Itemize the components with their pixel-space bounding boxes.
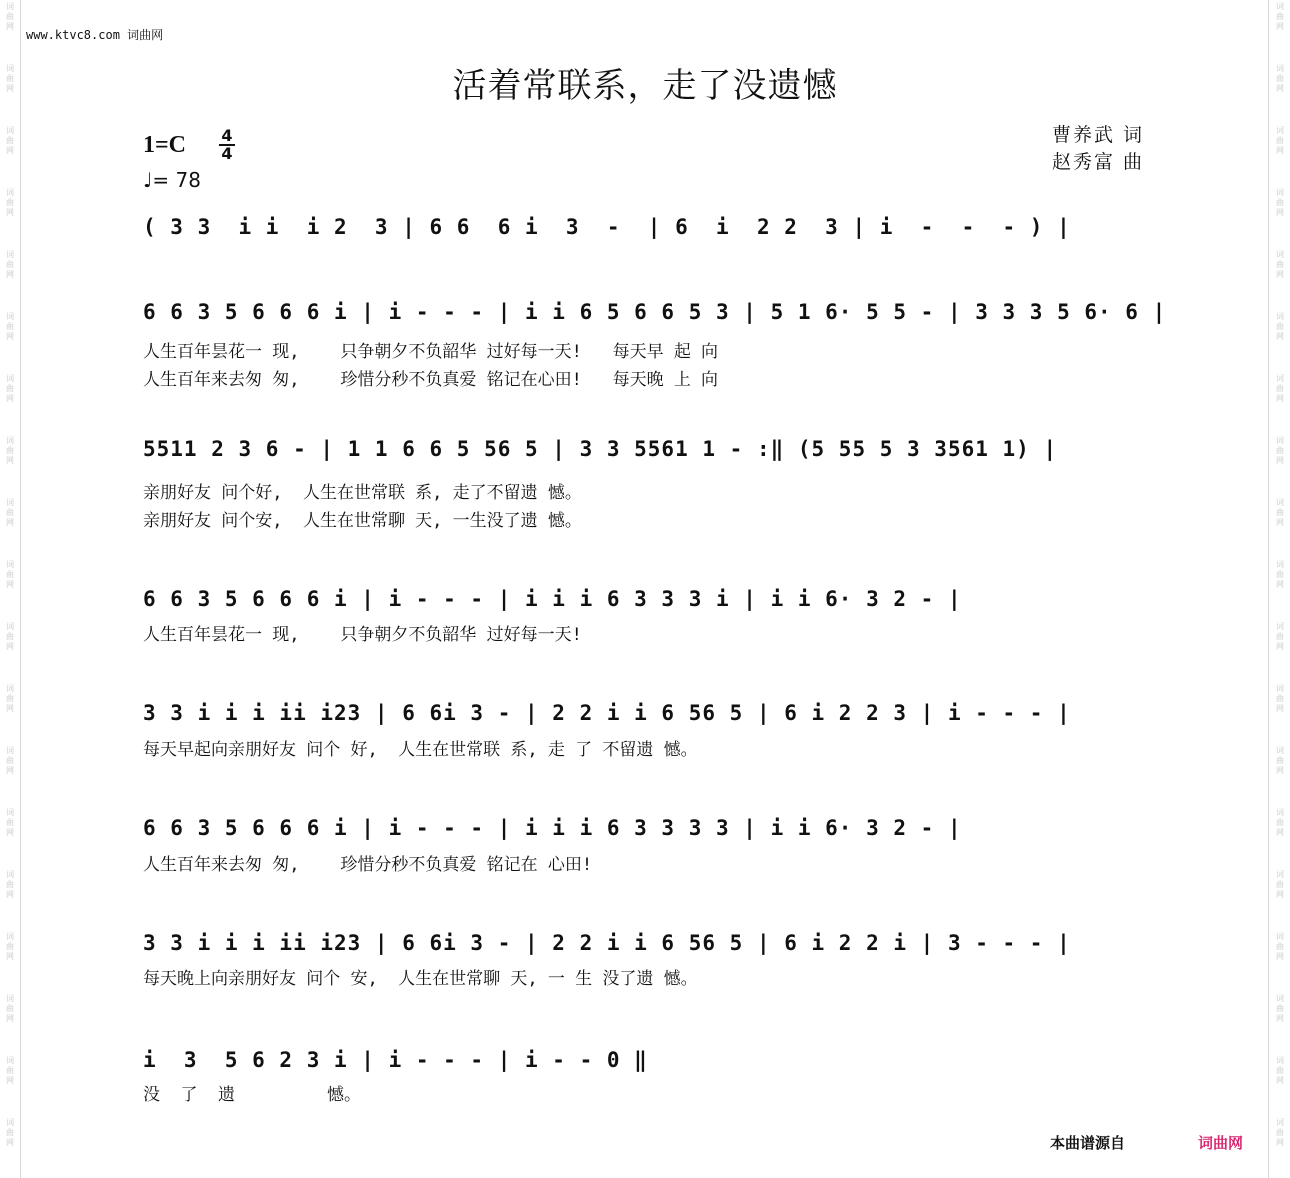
watermark-glyph: 曲 (6, 322, 14, 331)
watermark-glyph: 词 (6, 312, 14, 321)
watermark-block (1273, 1054, 1287, 1116)
watermark-glyph: 曲 (6, 818, 14, 827)
watermark-block (3, 1116, 17, 1178)
watermark-block (1273, 0, 1287, 62)
watermark-glyph: 网 (1276, 1076, 1284, 1085)
watermark-glyph: 词 (1276, 1056, 1284, 1065)
watermark-glyph: 词 (1276, 250, 1284, 259)
time-numerator: 4 (221, 126, 233, 145)
watermark-column-left (3, 0, 17, 1178)
score-line-1: 6 6 3 5 6 6 6 i | i - - - | i i 6 5 6 6 5 3 | 5 1 6· 5 5 - | 3 3 3 5 6· 6 | (143, 300, 1167, 324)
watermark-column-right (1273, 0, 1287, 1178)
watermark-glyph: 词 (6, 498, 14, 507)
lyric-line-3: 人生百年昙花一 现, 只争朝夕不负韶华 过好每一天! (143, 625, 582, 645)
watermark-block (1273, 930, 1287, 992)
watermark-glyph: 曲 (6, 260, 14, 269)
watermark-glyph: 曲 (1276, 880, 1284, 889)
watermark-glyph: 网 (6, 146, 14, 155)
watermark-glyph: 网 (6, 394, 14, 403)
watermark-glyph: 曲 (1276, 632, 1284, 641)
watermark-block (3, 868, 17, 930)
watermark-glyph: 曲 (1276, 1128, 1284, 1137)
watermark-glyph: 网 (1276, 828, 1284, 837)
watermark-glyph: 网 (6, 208, 14, 217)
watermark-glyph: 网 (6, 518, 14, 527)
watermark-block (3, 372, 17, 434)
watermark-glyph: 网 (1276, 642, 1284, 651)
source-label: 本曲谱源自 (1050, 1134, 1126, 1152)
watermark-block (3, 496, 17, 558)
watermark-block (3, 1054, 17, 1116)
watermark-glyph: 网 (6, 1138, 14, 1147)
watermark-glyph: 网 (1276, 270, 1284, 279)
lyric-line-6: 每天晚上向亲朋好友 问个 安, 人生在世常聊 天, 一 生 没了遗 憾。 (143, 969, 698, 989)
watermark-block (1273, 558, 1287, 620)
watermark-glyph: 曲 (1276, 818, 1284, 827)
lyricist-credit: 曹养武 词 (1051, 124, 1144, 146)
watermark-block (1273, 620, 1287, 682)
watermark-glyph: 曲 (1276, 1004, 1284, 1013)
watermark-block (3, 744, 17, 806)
song-title: 活着常联系，走了没遗憾 (452, 66, 838, 106)
watermark-glyph: 词 (6, 64, 14, 73)
lyric-line-4: 每天早起向亲朋好友 问个 好, 人生在世常联 系, 走 了 不留遗 憾。 (143, 740, 698, 760)
watermark-glyph: 网 (1276, 704, 1284, 713)
lyric-line-1b: 人生百年来去匆 匆, 珍惜分秒不负真爱 铭记在心田! 每天晚 上 向 (143, 370, 719, 390)
watermark-glyph: 曲 (1276, 74, 1284, 83)
watermark-glyph: 词 (1276, 746, 1284, 755)
lyric-line-5: 人生百年来去匆 匆, 珍惜分秒不负真爱 铭记在 心田! (143, 855, 593, 875)
watermark-glyph: 词 (6, 808, 14, 817)
watermark-glyph: 网 (1276, 208, 1284, 217)
watermark-block (1273, 124, 1287, 186)
watermark-glyph: 词 (6, 188, 14, 197)
watermark-glyph: 词 (6, 1118, 14, 1127)
score-line-7: i 3 5 6 2 3 i | i - - - | i - - 0 ‖ (143, 1048, 648, 1072)
watermark-glyph: 词 (6, 622, 14, 631)
watermark-block (3, 248, 17, 310)
watermark-glyph: 网 (1276, 580, 1284, 589)
watermark-glyph: 词 (1276, 684, 1284, 693)
watermark-glyph: 曲 (1276, 136, 1284, 145)
score-line-4: 3 3 i i i ii i23 | 6 6i 3 - | 2 2 i i 6 56 5 | 6 i 2 2 3 | i - - - | (143, 701, 1071, 725)
score-line-3: 6 6 3 5 6 6 6 i | i - - - | i i i 6 3 3 3 i | i i 6· 3 2 - | (143, 587, 962, 611)
watermark-glyph: 曲 (6, 1004, 14, 1013)
watermark-glyph: 网 (1276, 22, 1284, 31)
page-left-edge (20, 0, 21, 1178)
composer-credit: 赵秀富 曲 (1051, 151, 1144, 173)
watermark-block (3, 682, 17, 744)
watermark-glyph: 网 (1276, 332, 1284, 341)
watermark-glyph: 词 (6, 560, 14, 569)
watermark-glyph: 词 (6, 436, 14, 445)
watermark-block (3, 310, 17, 372)
watermark-glyph: 曲 (1276, 694, 1284, 703)
watermark-glyph: 曲 (6, 694, 14, 703)
watermark-glyph: 词 (6, 932, 14, 941)
watermark-glyph: 网 (6, 704, 14, 713)
watermark-glyph: 网 (6, 952, 14, 961)
key-signature: 1=C (143, 132, 187, 158)
lyric-line-2a: 亲朋好友 问个好, 人生在世常联 系, 走了不留遗 憾。 (143, 483, 582, 503)
watermark-block (3, 558, 17, 620)
watermark-glyph: 网 (6, 456, 14, 465)
watermark-glyph: 曲 (1276, 198, 1284, 207)
watermark-glyph: 曲 (6, 508, 14, 517)
watermark-glyph: 网 (6, 766, 14, 775)
watermark-block (3, 434, 17, 496)
watermark-glyph: 网 (6, 1014, 14, 1023)
watermark-block (1273, 744, 1287, 806)
watermark-glyph: 曲 (6, 12, 14, 21)
watermark-glyph: 曲 (6, 570, 14, 579)
watermark-glyph: 网 (1276, 766, 1284, 775)
watermark-glyph: 曲 (6, 384, 14, 393)
score-intro: ( 3 3 i i i 2 3 | 6 6 6 i 3 - | 6 i 2 2 3 | i - - - ) | (143, 215, 1071, 239)
watermark-block (3, 620, 17, 682)
watermark-glyph: 词 (1276, 188, 1284, 197)
watermark-glyph: 词 (1276, 126, 1284, 135)
watermark-block (1273, 248, 1287, 310)
watermark-glyph: 词 (1276, 870, 1284, 879)
watermark-glyph: 词 (1276, 498, 1284, 507)
watermark-block (3, 186, 17, 248)
watermark-glyph: 词 (6, 250, 14, 259)
lyric-line-7: 没 了 遗 憾。 (143, 1085, 362, 1105)
watermark-glyph: 词 (6, 684, 14, 693)
watermark-glyph: 词 (1276, 374, 1284, 383)
tempo-marking: ♩= 78 (143, 168, 201, 192)
watermark-block (1273, 992, 1287, 1054)
watermark-glyph: 曲 (6, 1128, 14, 1137)
watermark-glyph: 曲 (1276, 508, 1284, 517)
watermark-glyph: 网 (6, 890, 14, 899)
lyric-line-1a: 人生百年昙花一 现, 只争朝夕不负韶华 过好每一天! 每天早 起 向 (143, 342, 719, 362)
watermark-glyph: 曲 (6, 74, 14, 83)
watermark-glyph: 词 (1276, 312, 1284, 321)
watermark-glyph: 词 (1276, 932, 1284, 941)
watermark-glyph: 曲 (1276, 756, 1284, 765)
watermark-glyph: 词 (6, 870, 14, 879)
watermark-glyph: 词 (6, 746, 14, 755)
watermark-glyph: 词 (1276, 808, 1284, 817)
watermark-glyph: 曲 (6, 1066, 14, 1075)
watermark-glyph: 词 (1276, 2, 1284, 11)
watermark-glyph: 词 (1276, 64, 1284, 73)
watermark-glyph: 曲 (6, 632, 14, 641)
lyric-line-2b: 亲朋好友 问个安, 人生在世常聊 天, 一生没了遗 憾。 (143, 511, 582, 531)
watermark-glyph: 词 (6, 1056, 14, 1065)
watermark-glyph: 曲 (6, 446, 14, 455)
watermark-glyph: 网 (1276, 146, 1284, 155)
credits (1052, 122, 1144, 176)
watermark-glyph: 曲 (1276, 12, 1284, 21)
watermark-glyph: 网 (6, 332, 14, 341)
watermark-glyph: 网 (1276, 394, 1284, 403)
time-denominator: 4 (221, 144, 233, 163)
page-right-edge (1268, 0, 1269, 1178)
watermark-glyph: 词 (6, 374, 14, 383)
watermark-glyph: 曲 (1276, 322, 1284, 331)
watermark-glyph: 网 (6, 270, 14, 279)
watermark-glyph: 网 (6, 828, 14, 837)
watermark-glyph: 曲 (6, 756, 14, 765)
watermark-glyph: 词 (1276, 622, 1284, 631)
watermark-glyph: 网 (1276, 518, 1284, 527)
watermark-glyph: 曲 (1276, 260, 1284, 269)
source-site-link[interactable]: 词曲网 (1198, 1134, 1244, 1152)
watermark-block (3, 806, 17, 868)
watermark-glyph: 网 (1276, 1138, 1284, 1147)
watermark-block (3, 992, 17, 1054)
watermark-block (1273, 186, 1287, 248)
watermark-block (1273, 806, 1287, 868)
watermark-block (1273, 434, 1287, 496)
time-signature (218, 128, 236, 162)
watermark-glyph: 网 (6, 642, 14, 651)
watermark-glyph: 网 (6, 22, 14, 31)
watermark-block (1273, 496, 1287, 558)
watermark-glyph: 网 (1276, 456, 1284, 465)
score-line-5: 6 6 3 5 6 6 6 i | i - - - | i i i 6 3 3 3 3 | i i 6· 3 2 - | (143, 816, 962, 840)
site-url[interactable]: www.ktvc8.com 词曲网 (26, 28, 164, 42)
watermark-block (1273, 1116, 1287, 1178)
watermark-glyph: 曲 (6, 136, 14, 145)
watermark-glyph: 网 (6, 580, 14, 589)
watermark-glyph: 网 (1276, 952, 1284, 961)
watermark-block (1273, 310, 1287, 372)
watermark-block (3, 930, 17, 992)
watermark-glyph: 曲 (1276, 446, 1284, 455)
watermark-glyph: 词 (1276, 994, 1284, 1003)
watermark-glyph: 曲 (1276, 1066, 1284, 1075)
watermark-glyph: 曲 (1276, 384, 1284, 393)
watermark-block (1273, 682, 1287, 744)
watermark-block (3, 124, 17, 186)
watermark-glyph: 曲 (1276, 570, 1284, 579)
watermark-glyph: 词 (6, 2, 14, 11)
watermark-glyph: 网 (6, 84, 14, 93)
watermark-glyph: 曲 (6, 880, 14, 889)
watermark-block (3, 0, 17, 62)
watermark-glyph: 网 (1276, 84, 1284, 93)
watermark-glyph: 网 (1276, 890, 1284, 899)
watermark-glyph: 词 (6, 126, 14, 135)
score-line-2: 5511 2 3 6 - | 1 1 6 6 5 56 5 | 3 3 5561 1 - :‖ (5 55 5 3 3561 1) | (143, 437, 1058, 461)
score-line-6: 3 3 i i i ii i23 | 6 6i 3 - | 2 2 i i 6 56 5 | 6 i 2 2 i | 3 - - - | (143, 931, 1071, 955)
watermark-glyph: 词 (1276, 1118, 1284, 1127)
watermark-glyph: 网 (6, 1076, 14, 1085)
watermark-glyph: 曲 (6, 942, 14, 951)
watermark-block (1273, 372, 1287, 434)
watermark-block (1273, 868, 1287, 930)
watermark-glyph: 曲 (1276, 942, 1284, 951)
watermark-glyph: 词 (1276, 560, 1284, 569)
watermark-glyph: 词 (1276, 436, 1284, 445)
watermark-glyph: 词 (6, 994, 14, 1003)
watermark-glyph: 曲 (6, 198, 14, 207)
watermark-glyph: 网 (1276, 1014, 1284, 1023)
